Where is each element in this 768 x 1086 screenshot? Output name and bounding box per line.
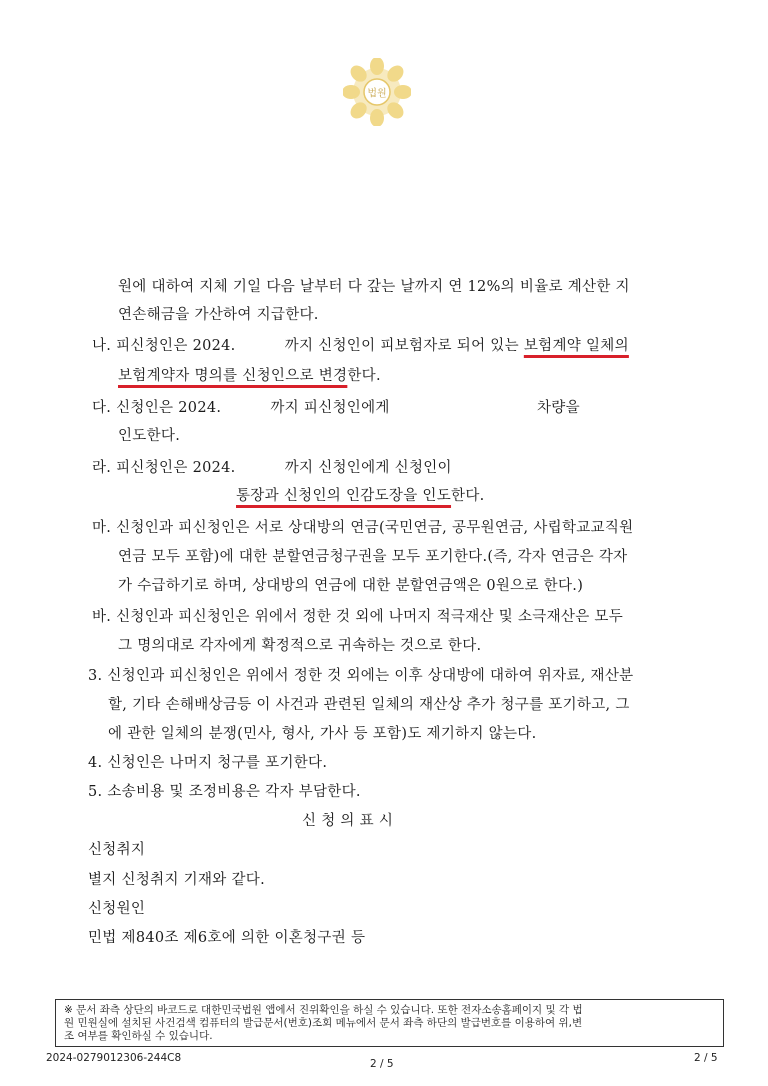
text-line [118,424,180,445]
notice-line-2: 원 민원실에 설치된 사건검색 컴퓨터의 발급문서(번호)조회 메뉴에서 문서 좌측 하단의 발급번호를 이용하여 위,변 [64,1017,583,1029]
page-number-right: 2 / 5 [694,1052,718,1064]
text-line [88,868,265,889]
text-segment: 신 청 의 표 시 [302,813,394,829]
text-line [88,751,327,772]
text-segment: 에 관한 일체의 분쟁(민사, 형사, 가사 등 포함)도 제기하지 않는다. [108,726,537,742]
text-segment: 다. 신청인은 2024. 까지 피신청인에게 차량을 [92,400,580,416]
seal-label: 법원 [367,88,387,100]
text-segment: 인도한다. [118,428,181,444]
verification-notice-box [55,999,724,1047]
notice-line-3: 조 여부를 확인하실 수 있습니다. [64,1030,213,1042]
issue-number: 2024-0279012306-244C8 [46,1052,182,1064]
text-segment: 연손해금을 가산하여 지급한다. [118,307,319,323]
text-segment: 가 수급하기로 하며, 상대방의 연금에 대한 분할연금액은 0원으로 한다.) [118,578,584,594]
text-segment: 마. 신청인과 피신청인은 서로 상대방의 연금(국민연금, 공무원연금, 사립학교교직원 [92,520,634,536]
text-segment: 5. 소송비용 및 조정비용은 각자 부담한다. [88,784,361,800]
text-line [88,664,633,685]
text-line [92,605,623,626]
text-segment: 할, 기타 손해배상금등 이 사건과 관련된 일체의 재산상 추가 청구를 포기하고, 그 [108,697,630,713]
text-segment: 바. 신청인과 피신청인은 위에서 정한 것 외에 나머지 적극재산 및 소극재산은 모두 [92,609,624,625]
text-line [92,334,629,355]
text-line [88,838,145,859]
underlined-phrase: 보험계약자 명의를 신청인으로 변경 [118,368,348,384]
page-number-center: 2 / 5 [370,1058,394,1070]
underlined-phrase: 통장과 신청인의 인감도장을 인도 [236,488,452,504]
text-line [118,275,630,296]
text-segment: 나. 피신청인은 2024. 까지 신청인이 피보험자로 되어 있는 [92,338,524,354]
court-seal-logo [343,58,411,126]
text-segment: 한다. [451,488,485,504]
text-segment: 4. 신청인은 나머지 청구를 포기한다. [88,755,328,771]
text-line [236,484,485,505]
text-line [118,545,627,566]
text-line [92,396,580,417]
text-segment: 한다. [347,368,381,384]
text-line [118,634,481,655]
text-segment: 원에 대하여 지체 기일 다음 날부터 다 갚는 날까지 연 12%의 비율로 계산한 지 [118,279,630,295]
text-segment: 그 명의대로 각자에게 확정적으로 귀속하는 것으로 한다. [118,638,482,654]
text-line [92,456,452,477]
text-line [118,574,583,595]
text-line [88,897,145,918]
notice-line-1: ※ 문서 좌측 상단의 바코드로 대한민국법원 앱에서 진위확인을 하실 수 있습니다. 또한 전자소송홈페이지 및 각 법 [64,1004,583,1016]
text-line [108,693,630,714]
text-segment: 별지 신청취지 기재와 같다. [88,872,266,888]
text-segment: 신청취지 [88,842,146,858]
text-segment: 연금 모두 포함)에 대한 분할연금청구권을 모두 포기한다.(즉, 각자 연금은 각자 [118,549,628,565]
text-line [88,780,361,801]
text-segment: 3. 신청인과 피신청인은 위에서 정한 것 외에는 이후 상대방에 대하여 위자료, 재산분 [88,668,634,684]
text-line [302,809,393,830]
text-segment: 라. 피신청인은 2024. 까지 신청인에게 신청인이 [92,460,452,476]
text-segment: 신청원인 [88,901,146,917]
text-line [118,303,319,324]
underlined-phrase: 보험계약 일체의 [523,338,629,354]
text-line [88,926,365,947]
text-line [92,516,633,537]
text-segment: 민법 제840조 제6호에 의한 이혼청구권 등 [88,930,366,946]
text-line [108,722,537,743]
text-line [118,364,381,385]
